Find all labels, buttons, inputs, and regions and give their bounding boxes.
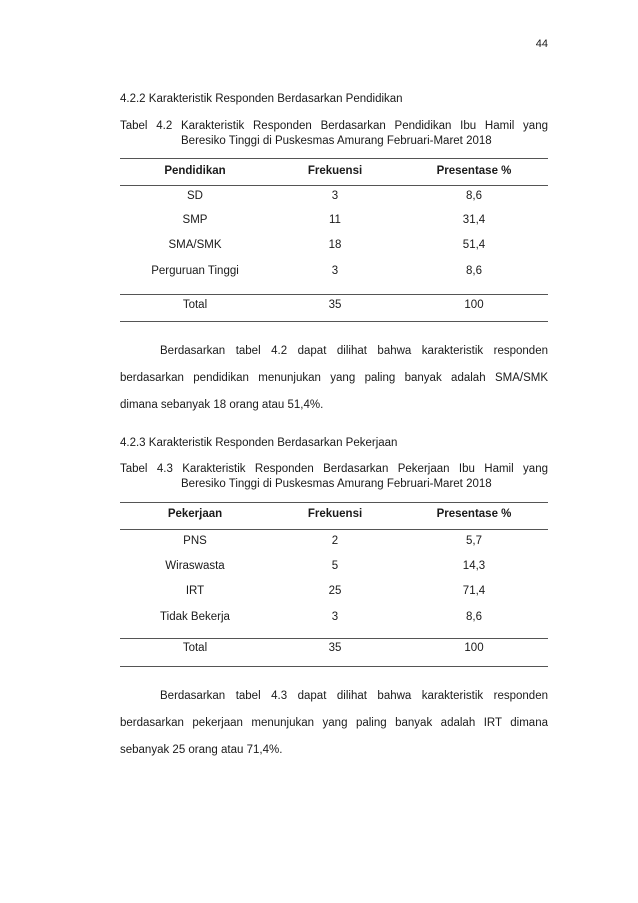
section-heading-pekerjaan: 4.2.3 Karakteristik Responden Berdasarkan Pekerjaan [120,437,398,449]
paragraph-pekerjaan [120,683,548,764]
table-cell: 2 [331,535,339,547]
table-total-cell: 35 [328,642,342,654]
table-rule [120,158,548,159]
table-cell: Wiraswasta [165,560,225,572]
table-total-cell: 100 [464,642,484,654]
table-cell: 8,6 [466,611,482,623]
table-cell: 71,4 [462,585,486,597]
table-rule [120,502,548,503]
column-header: Pendidikan [164,165,226,177]
table-rule [120,294,548,295]
paragraph-line: berdasarkan pekerjaan menunjukan yang paling banyak adalah IRT dimana [120,717,548,729]
paragraph-line: Berdasarkan tabel 4.3 dapat dilihat bahwa karakteristik responden [160,690,548,702]
table-rule [120,638,548,639]
table-cell: 25 [328,585,342,597]
table-total-cell: Total [182,642,208,654]
column-header: Presentase % [436,508,512,520]
table-rule [120,185,548,186]
table-cell: 51,4 [462,239,486,251]
table-cell: Tidak Bekerja [160,611,230,623]
column-header: Frekuensi [307,165,363,177]
table-rule [120,321,548,322]
table-cell: 3 [331,190,339,202]
table-cell: 14,3 [462,560,486,572]
caption-line: Tabel 4.2 Karakteristik Responden Berdasarkan Pendidikan Ibu Hamil yang [120,120,548,132]
table-cell: 5 [331,560,339,572]
table-cell: Perguruan Tinggi [151,265,239,277]
table-cell: 3 [331,611,339,623]
table-total-cell: Total [182,299,208,311]
table-cell: 18 [328,239,342,251]
table-rule [120,666,548,667]
paragraph-line: berdasarkan pendidikan menunjukan yang paling banyak adalah SMA/SMK [120,372,548,384]
table-cell: 8,6 [466,190,482,202]
table-total-cell: 100 [464,299,484,311]
paragraph-line: sebanyak 25 orang atau 71,4%. [120,744,283,756]
table-cell: PNS [183,535,207,547]
table-cell: IRT [185,585,205,597]
paragraph-line: dimana sebanyak 18 orang atau 51,4%. [120,399,324,411]
table-rule [120,529,548,530]
caption-line: Tabel 4.3 Karakteristik Responden Berdasarkan Pekerjaan Ibu Hamil yang [120,463,548,475]
paragraph-pendidikan [120,338,548,419]
table-caption-4-3 [120,462,548,492]
caption-line: Beresiko Tinggi di Puskesmas Amurang Februari-Maret 2018 [181,135,492,147]
column-header: Frekuensi [307,508,363,520]
column-header: Presentase % [436,165,512,177]
table-cell: 3 [331,265,339,277]
column-header: Pekerjaan [167,508,223,520]
caption-line: Beresiko Tinggi di Puskesmas Amurang Februari-Maret 2018 [181,478,492,490]
table-cell: 11 [329,214,341,226]
table-cell: SD [187,190,203,202]
table-cell: 31,4 [462,214,486,226]
section-heading-pendidikan: 4.2.2 Karakteristik Responden Berdasarkan Pendidikan [120,93,403,105]
paragraph-line: Berdasarkan tabel 4.2 dapat dilihat bahwa karakteristik responden [160,345,548,357]
table-total-cell: 35 [328,299,342,311]
table-cell: 8,6 [466,265,482,277]
table-caption-4-2 [120,119,548,149]
table-cell: 5,7 [466,535,482,547]
page-number: 44 [535,38,548,50]
table-cell: SMP [182,214,208,226]
table-cell: SMA/SMK [168,239,222,251]
